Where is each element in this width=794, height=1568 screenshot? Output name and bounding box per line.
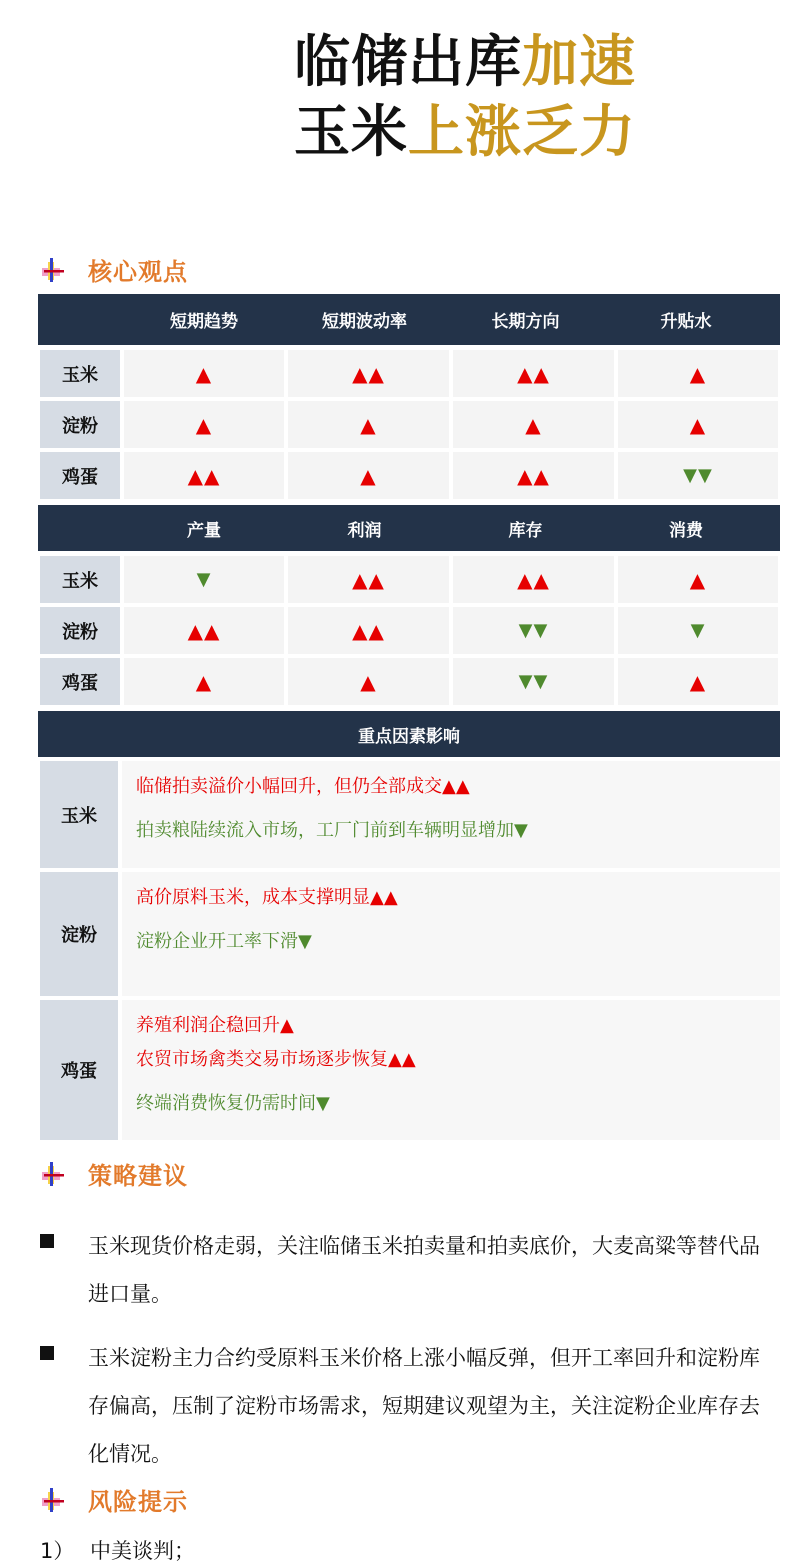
- row-label: 玉米: [40, 761, 118, 868]
- factor-line: 拍卖粮陆续流入市场，工厂门前到车辆明显增加▼: [136, 820, 528, 841]
- factor-line: 养殖利润企稳回升▲: [136, 1015, 294, 1036]
- factor-line: 淀粉企业开工率下滑▼: [136, 931, 312, 952]
- factor-content: [122, 1000, 780, 1140]
- section-bullet-icon: [38, 252, 72, 286]
- table1-header-cell: 长期方向: [491, 312, 560, 332]
- factor-row-egg: [38, 1000, 780, 1140]
- row-label: 鸡蛋: [40, 1000, 118, 1140]
- signal-cell: ▼▼: [453, 658, 614, 705]
- signal-cell: ▲▲: [453, 556, 614, 603]
- signal-cell: ▲: [124, 350, 284, 397]
- factor-row-corn: [38, 761, 780, 868]
- section-strategy-label: 策略建议: [88, 1161, 188, 1190]
- signal-cell: ▲▲: [453, 452, 614, 499]
- row-label: 玉米: [40, 556, 120, 603]
- strategy-text: 玉米淀粉主力合约受原料玉米价格上涨小幅反弹，但开工率回升和淀粉库存偏高，压制了淀粉市场需求，短期建议观望为主，关注淀粉企业库存去化情况。: [88, 1346, 760, 1466]
- table1-header-cell: 短期波动率: [322, 312, 407, 332]
- title-line2-gold: 上涨乏力: [408, 100, 636, 165]
- table2-header-cell: 消费: [669, 520, 703, 541]
- section-bullet-icon: [38, 1156, 72, 1190]
- factor-content: [122, 872, 780, 996]
- risk-item: [40, 1536, 195, 1566]
- table1-row-starch: [38, 401, 780, 448]
- section-bullet-icon: [38, 1482, 72, 1516]
- title-line-2: [0, 98, 794, 168]
- factor-line: 临储拍卖溢价小幅回升，但仍全部成交▲▲: [136, 776, 470, 797]
- factors-header: 重点因素影响: [38, 711, 780, 757]
- signal-cell: ▲▲: [124, 607, 284, 654]
- bullet-square-icon: [40, 1346, 54, 1360]
- factor-line: 终端消费恢复仍需时间▼: [136, 1093, 330, 1114]
- row-label: 淀粉: [40, 401, 120, 448]
- section-core: [38, 252, 188, 286]
- signal-cell: ▲: [618, 350, 778, 397]
- strategy-text: 玉米现货价格走弱，关注临储玉米拍卖量和拍卖底价，大麦高粱等替代品进口量。: [88, 1234, 760, 1306]
- signal-cell: ▼▼: [453, 607, 614, 654]
- table2-header-cell: 库存: [508, 520, 543, 541]
- signal-cell: ▼: [124, 556, 284, 603]
- factor-line: 农贸市场禽类交易市场逐步恢复▲▲: [136, 1049, 416, 1070]
- table2-row-starch: [38, 607, 780, 654]
- signal-cell: ▼▼: [618, 452, 778, 499]
- signal-cell: ▲▲: [453, 350, 614, 397]
- title-line-1: [0, 28, 794, 98]
- signal-cell: ▲▲: [124, 452, 284, 499]
- table1-row-egg: [38, 452, 780, 499]
- strategy-item: [40, 1222, 760, 1318]
- signal-cell: ▲: [618, 556, 778, 603]
- section-risk: [38, 1482, 188, 1516]
- section-risk-label: 风险提示: [88, 1487, 188, 1516]
- row-label: 淀粉: [40, 607, 120, 654]
- factors-table: [38, 711, 780, 1140]
- signal-cell: ▲▲: [288, 350, 449, 397]
- row-label: 淀粉: [40, 872, 118, 996]
- table1-row-corn: [38, 350, 780, 397]
- indicator-table-2: [38, 505, 780, 705]
- bullet-square-icon: [40, 1234, 54, 1248]
- signal-cell: ▲: [288, 658, 449, 705]
- factor-content: [122, 761, 780, 868]
- row-label: 鸡蛋: [40, 658, 120, 705]
- table1-header-cell: 升贴水: [660, 312, 712, 332]
- signal-cell: ▲: [124, 401, 284, 448]
- title-line1-black: 临储出库: [294, 30, 522, 95]
- section-strategy: [38, 1156, 188, 1190]
- signal-cell: ▲: [618, 658, 778, 705]
- report-title: [0, 28, 794, 168]
- signal-cell: ▲: [288, 452, 449, 499]
- row-label: 鸡蛋: [40, 452, 120, 499]
- signal-cell: ▼: [618, 607, 778, 654]
- signal-cell: ▲: [124, 658, 284, 705]
- table2-row-egg: [38, 658, 780, 705]
- row-label: 玉米: [40, 350, 120, 397]
- risk-number: 1）: [40, 1539, 75, 1563]
- title-line1-gold: 加速: [522, 30, 636, 95]
- table1-header: [38, 294, 780, 345]
- indicator-table-1: [38, 294, 780, 499]
- signal-cell: ▲: [453, 401, 614, 448]
- signal-cell: ▲▲: [288, 607, 449, 654]
- signal-cell: ▲▲: [288, 556, 449, 603]
- factor-row-starch: [38, 872, 780, 996]
- signal-cell: ▲: [618, 401, 778, 448]
- signal-cell: ▲: [288, 401, 449, 448]
- table2-header-cell: 产量: [187, 520, 221, 541]
- table2-row-corn: [38, 556, 780, 603]
- strategy-item: [40, 1334, 760, 1478]
- table2-header: [38, 505, 780, 551]
- table1-header-cell: 短期趋势: [170, 312, 238, 332]
- title-line2-black: 玉米: [294, 100, 408, 165]
- table2-header-cell: 利润: [347, 520, 382, 541]
- section-core-label: 核心观点: [88, 257, 188, 286]
- factor-line: 高价原料玉米，成本支撑明显▲▲: [136, 887, 398, 908]
- risk-text: 中美谈判；: [90, 1539, 195, 1563]
